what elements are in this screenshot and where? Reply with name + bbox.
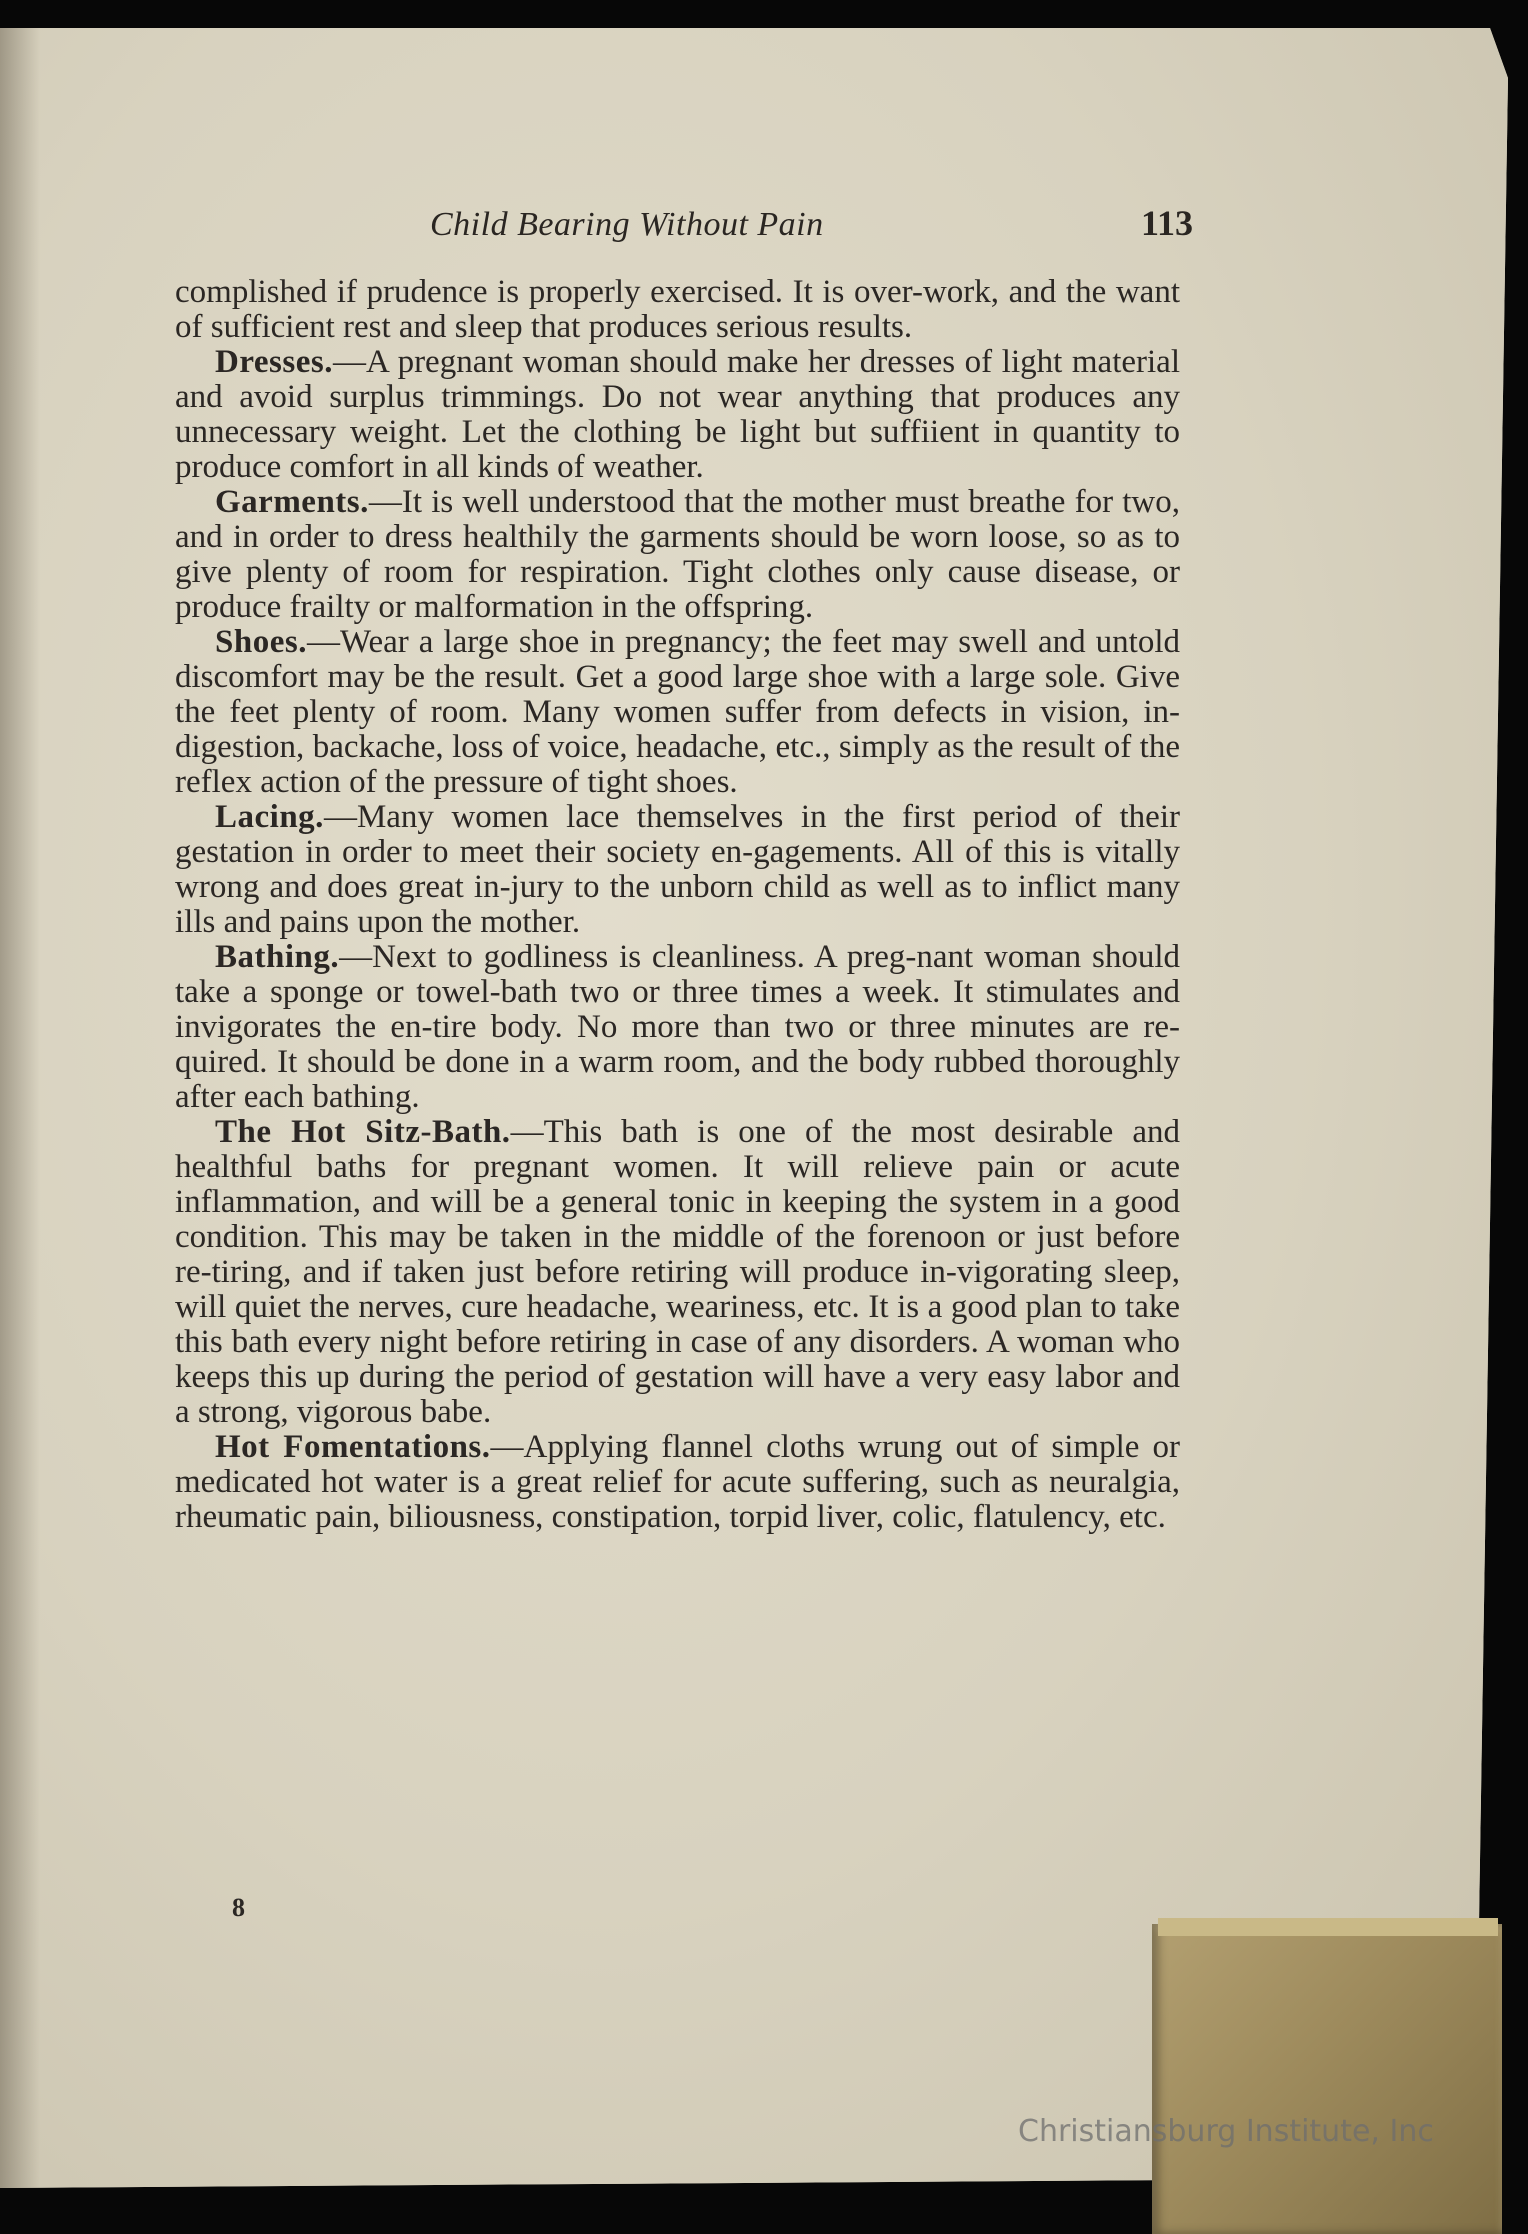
paragraph-text: —Many women lace themselves in the first period of their gestation in order to meet their society en-gagements. All of this is vitally wrong and does great in-jury to the unborn child as well as to inflict many ills and pains upon the mother. xyxy=(175,799,1180,940)
paragraph-heading: Shoes. xyxy=(215,624,307,660)
running-title: Child Bearing Without Pain xyxy=(430,206,824,243)
page-number: 113 xyxy=(1140,203,1193,243)
signature-mark: 8 xyxy=(232,1893,245,1922)
paragraph-heading: Dresses. xyxy=(215,344,333,380)
spine-shadow xyxy=(0,28,40,2188)
paragraph-bathing xyxy=(175,940,1180,1115)
paragraph-text: —Applying flannel cloths wrung out of simple or medicated hot water is a great relief for acute suffering, such as neuralgia, rheumatic pain, biliousness, constipation, torpid liver, colic, flatulency, etc. xyxy=(175,1429,1180,1535)
paragraph-heading: Garments. xyxy=(215,484,369,520)
paragraph-text: —It is well understood that the mother must breathe for two, and in order to dress healthily the garments should be worn loose, so as to give plenty of room for respiration. Tight clothes only cause disease, or produce frailty or malformation in the offspring. xyxy=(175,484,1180,625)
body-text xyxy=(175,275,1180,1535)
paragraph-dresses xyxy=(175,345,1180,485)
paragraph-text: complished if prudence is properly exercised. It is over-work, and the want of sufficient rest and sleep that produces serious results. xyxy=(175,274,1180,345)
paragraph-text: —Wear a large shoe in pregnancy; the feet may swell and untold discomfort may be the result. Get a good large shoe with a large sole. Give the feet plenty of room. Many women suffer from defects in vision, in-digestion, backache, loss of voice, headache, etc., simply as the result of the reflex action of the pressure of tight shoes. xyxy=(175,624,1180,800)
paragraph-heading: Bathing. xyxy=(215,939,340,975)
paragraph-text: —Next to godliness is cleanliness. A preg-nant woman should take a sponge or towel-bath two or three times a week. It stimulates and invigorates the en-tire body. No more than two or three minutes are re-quired. It should be done in a warm room, and the body rubbed thoroughly after each bathing. xyxy=(175,939,1180,1115)
page-weight-block xyxy=(1152,1924,1502,2234)
page-weight-top-edge xyxy=(1158,1918,1498,1936)
paragraph-continuation xyxy=(175,275,1180,345)
watermark: Christiansburg Institute, Inc xyxy=(1018,2114,1434,2149)
paragraph-shoes xyxy=(175,625,1180,800)
paragraph-text: —This bath is one of the most desirable and healthful baths for pregnant women. It will relieve pain or acute inflammation, and will be a general tonic in keeping the system in a good condition. This may be taken in the middle of the forenoon or just before re-tiring, and if taken just before retiring will produce in-vigorating sleep, will quiet the nerves, cure headache, weariness, etc. It is a good plan to take this bath every night before retiring in case of any disorders. A woman who keeps this up during the period of gestation will have a very easy labor and a strong, vigorous babe. xyxy=(175,1114,1180,1430)
paragraph-lacing xyxy=(175,800,1180,940)
paragraph-heading: Lacing. xyxy=(215,799,324,835)
paragraph-heading: Hot Fomentations. xyxy=(215,1429,491,1465)
paragraph-text: —A pregnant woman should make her dresses of light material and avoid surplus trimmings. Do not wear anything that produces any unnecessary weight. Let the clothing be light but suffiient in quantity to produce comfort in all kinds of weather. xyxy=(175,344,1180,485)
paragraph-garments xyxy=(175,485,1180,625)
paragraph-hot-fomentations xyxy=(175,1430,1180,1535)
paragraph-heading: The Hot Sitz-Bath. xyxy=(215,1114,511,1150)
paragraph-hot-sitz-bath xyxy=(175,1115,1180,1430)
page-header xyxy=(180,200,1193,256)
